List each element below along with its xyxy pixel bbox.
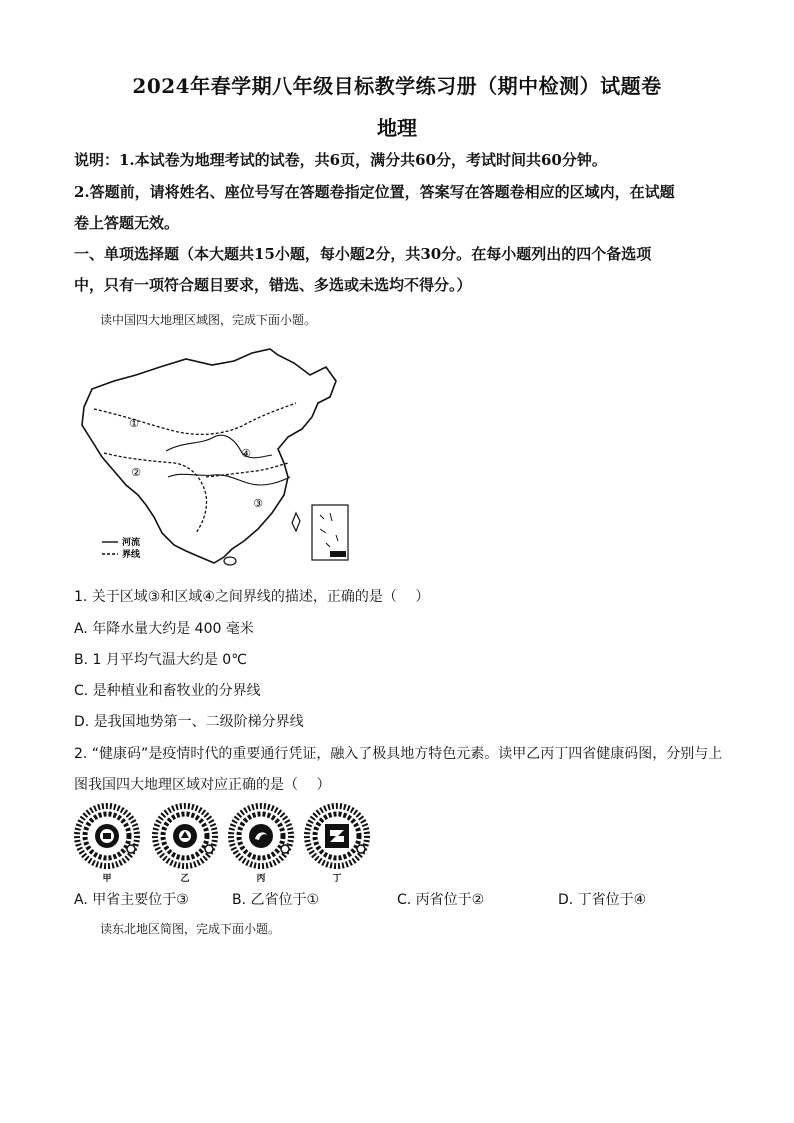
health-code-jia (72, 803, 142, 884)
yellow-river (166, 435, 272, 458)
subject-title: 地理 (377, 116, 417, 140)
next-section-intro: 读东北地区简图，完成下面小题。 (100, 922, 281, 936)
legend-river-label: 河流 (122, 538, 141, 548)
health-code-label-yi: 乙 (180, 874, 190, 884)
health-code-bing (226, 803, 296, 884)
question-1-option-a: A. 年降水量大约是 400 毫米 (74, 621, 254, 637)
china-regions-map (74, 345, 354, 570)
instruction-line-2: 2.答题前，请将姓名、座位号写在答题卷指定位置，答案写在答题卷相应的区域内，在试题 (74, 183, 675, 201)
question-2-option-a: A. 甲省主要位于③ (74, 892, 189, 908)
hainan-island (224, 557, 236, 565)
health-code-label-jia: 甲 (102, 874, 112, 884)
exam-title: 2024年春学期八年级目标教学练习册（期中检测）试题卷 (132, 74, 662, 98)
question-1-option-c: C. 是种植业和畜牧业的分界线 (74, 683, 261, 699)
question-2-option-b: B. 乙省位于① (232, 892, 320, 908)
health-code-label-ding: 丁 (332, 874, 342, 884)
question-2-option-c: C. 丙省位于② (397, 892, 485, 908)
region-label-1: ① (129, 417, 139, 430)
section-heading-line-1: 一、单项选择题（本大题共15小题，每小题2分，共30分。在每小题列出的四个备选项 (74, 245, 652, 263)
map-intro: 读中国四大地理区域图，完成下面小题。 (100, 313, 317, 327)
question-2-option-d: D. 丁省位于④ (558, 892, 647, 908)
boundary-northwest (94, 403, 296, 434)
section-heading-line-2: 中，只有一项符合题目要求，错选、多选或未选均不得分。） (74, 276, 472, 294)
legend-boundary-label: 界线 (122, 550, 141, 560)
health-code-yi (150, 803, 220, 884)
instruction-line-3: 卷上答题无效。 (74, 214, 180, 232)
region-label-3: ③ (253, 497, 263, 510)
instruction-line-1: 说明：1.本试卷为地理考试的试卷，共6页，满分共60分，考试时间共60分钟。 (74, 151, 607, 169)
region-label-2: ② (131, 466, 141, 479)
taiwan-island (292, 513, 300, 531)
question-1-stem: 1. 关于区域③和区域④之间界线的描述，正确的是（ ） (74, 589, 430, 605)
question-1-option-b: B. 1 月平均气温大约是 0℃ (74, 652, 247, 668)
question-2-stem-line-1: 2. “健康码”是疫情时代的重要通行凭证，融入了极具地方特色元素。读甲乙丙丁四省健康码图，分别与上 (74, 746, 723, 762)
health-code-ding (302, 803, 372, 884)
question-2-stem-line-2: 图我国四大地理区域对应正确的是（ ） (74, 777, 331, 793)
health-code-label-bing: 丙 (256, 874, 266, 884)
yangtze-river (168, 474, 290, 485)
region-label-4: ④ (241, 447, 251, 460)
question-1-option-d: D. 是我国地势第一、二级阶梯分界线 (74, 714, 304, 730)
